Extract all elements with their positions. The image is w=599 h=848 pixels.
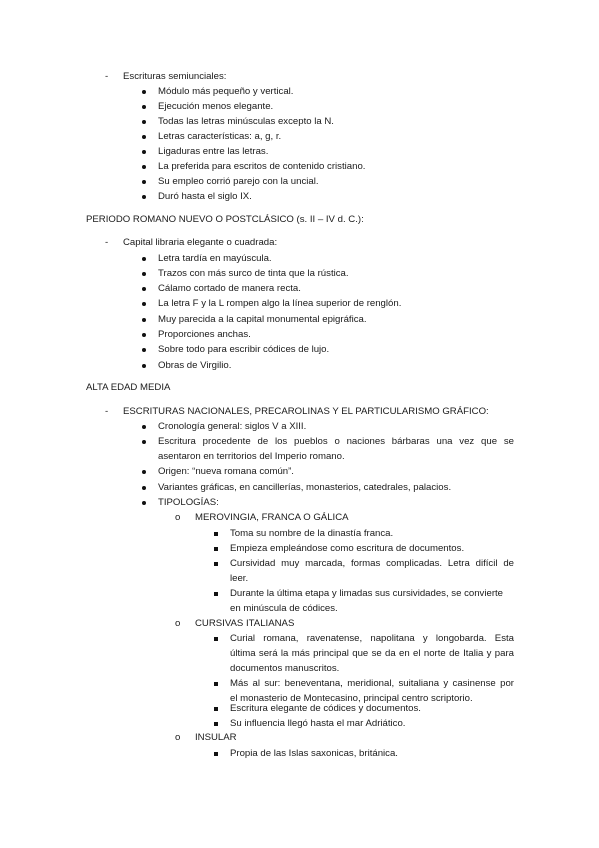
list-item: TIPOLOGÍAS: xyxy=(158,497,219,508)
list-item-continuation: leer. xyxy=(230,573,249,584)
list-item: Cursividad muy marcada, formas complicadas. Letra difícil de xyxy=(230,558,514,569)
list-item: Más al sur: beneventana, meridional, suitaliana y casinense por xyxy=(230,678,514,689)
square-bullet-icon xyxy=(214,532,218,536)
square-bullet-icon xyxy=(214,547,218,551)
bullet-icon xyxy=(142,135,146,139)
dash-marker: - xyxy=(105,406,109,417)
list-item-continuation: documentos manuscritos. xyxy=(230,663,340,674)
bullet-icon xyxy=(142,302,146,306)
list-item-continuation: asentaron en territorios del Imperio romano. xyxy=(158,451,345,462)
list-item: Letras características: a, g, r. xyxy=(158,131,282,142)
list-item: Empieza empleándose como escritura de documentos. xyxy=(230,543,465,554)
list-item: Toma su nombre de la dinastía franca. xyxy=(230,528,394,539)
list-item: Escritura procedente de los pueblos o naciones bárbaras una vez que se xyxy=(158,436,514,447)
square-bullet-icon xyxy=(214,682,218,686)
list-item: Obras de Virgilio. xyxy=(158,360,232,371)
bullet-icon xyxy=(142,120,146,124)
bullet-icon xyxy=(142,348,146,352)
list-item: Proporciones anchas. xyxy=(158,329,251,340)
list-item: Escritura elegante de códices y documentos. xyxy=(230,703,421,714)
list-item: Cronología general: siglos V a XIII. xyxy=(158,421,307,432)
bullet-icon xyxy=(142,272,146,276)
list-item: Origen: “nueva romana común”. xyxy=(158,466,294,477)
square-bullet-icon xyxy=(214,707,218,711)
list-item: La letra F y la L rompen algo la línea superior de renglón. xyxy=(158,298,402,309)
list-item: Muy parecida a la capital monumental epigráfica. xyxy=(158,314,367,325)
list-item: Duró hasta el siglo IX. xyxy=(158,191,252,202)
dash-marker: - xyxy=(105,237,109,248)
circle-marker: o xyxy=(175,618,181,629)
list-item: Cálamo cortado de manera recta. xyxy=(158,283,301,294)
bullet-icon xyxy=(142,470,146,474)
bullet-icon xyxy=(142,287,146,291)
list-heading: Capital libraria elegante o cuadrada: xyxy=(123,237,278,248)
bullet-icon xyxy=(142,105,146,109)
list-item: Ligaduras entre las letras. xyxy=(158,146,269,157)
list-item: Todas las letras minúsculas excepto la N. xyxy=(158,116,334,127)
circle-marker: o xyxy=(175,732,181,743)
dash-marker: - xyxy=(105,71,109,82)
square-bullet-icon xyxy=(214,562,218,566)
tipologia-name: MEROVINGIA, FRANCA O GÁLICA xyxy=(195,512,349,523)
list-heading: Escrituras semiunciales: xyxy=(123,71,227,82)
list-item: La preferida para escritos de contenido cristiano. xyxy=(158,161,366,172)
bullet-icon xyxy=(142,440,146,444)
bullet-icon xyxy=(142,364,146,368)
list-item: Variantes gráficas, en cancillerías, monasterios, catedrales, palacios. xyxy=(158,482,452,493)
bullet-icon xyxy=(142,318,146,322)
list-item: Curial romana, ravenatense, napolitana y longobarda. Esta xyxy=(230,633,514,644)
list-item: Durante la última etapa y limadas sus cursividades, se convierte xyxy=(230,588,504,599)
list-item: Módulo más pequeño y vertical. xyxy=(158,86,294,97)
bullet-icon xyxy=(142,333,146,337)
list-item: Su empleo corrió parejo con la uncial. xyxy=(158,176,319,187)
square-bullet-icon xyxy=(214,722,218,726)
tipologia-name: CURSIVAS ITALIANAS xyxy=(195,618,295,629)
bullet-icon xyxy=(142,486,146,490)
bullet-icon xyxy=(142,180,146,184)
list-item-continuation: en minúscula de códices. xyxy=(230,603,338,614)
bullet-icon xyxy=(142,257,146,261)
list-item-continuation: última será la más principal que se da en el norte de Italia y para xyxy=(230,648,514,659)
square-bullet-icon xyxy=(214,592,218,596)
list-item: Propia de las Islas saxonicas, británica. xyxy=(230,748,398,759)
section-title: PERIODO ROMANO NUEVO O POSTCLÁSICO (s. II – IV d. C.): xyxy=(86,214,364,225)
tipologia-name: INSULAR xyxy=(195,732,237,743)
list-item: Letra tardía en mayúscula. xyxy=(158,253,272,264)
section-title: ALTA EDAD MEDIA xyxy=(86,382,171,393)
bullet-icon xyxy=(142,195,146,199)
list-heading: ESCRITURAS NACIONALES, PRECAROLINAS Y EL PARTICULARISMO GRÁFICO: xyxy=(123,406,489,417)
list-item-continuation: el monasterio de Montecasino, principal centro scriptorio. xyxy=(230,693,473,704)
square-bullet-icon xyxy=(214,637,218,641)
list-item: Su influencia llegó hasta el mar Adriático. xyxy=(230,718,406,729)
list-item: Trazos con más surco de tinta que la rústica. xyxy=(158,268,349,279)
bullet-icon xyxy=(142,165,146,169)
list-item: Sobre todo para escribir códices de lujo. xyxy=(158,344,330,355)
list-item: Ejecución menos elegante. xyxy=(158,101,274,112)
bullet-icon xyxy=(142,90,146,94)
bullet-icon xyxy=(142,150,146,154)
square-bullet-icon xyxy=(214,752,218,756)
bullet-icon xyxy=(142,425,146,429)
circle-marker: o xyxy=(175,512,181,523)
bullet-icon xyxy=(142,501,146,505)
